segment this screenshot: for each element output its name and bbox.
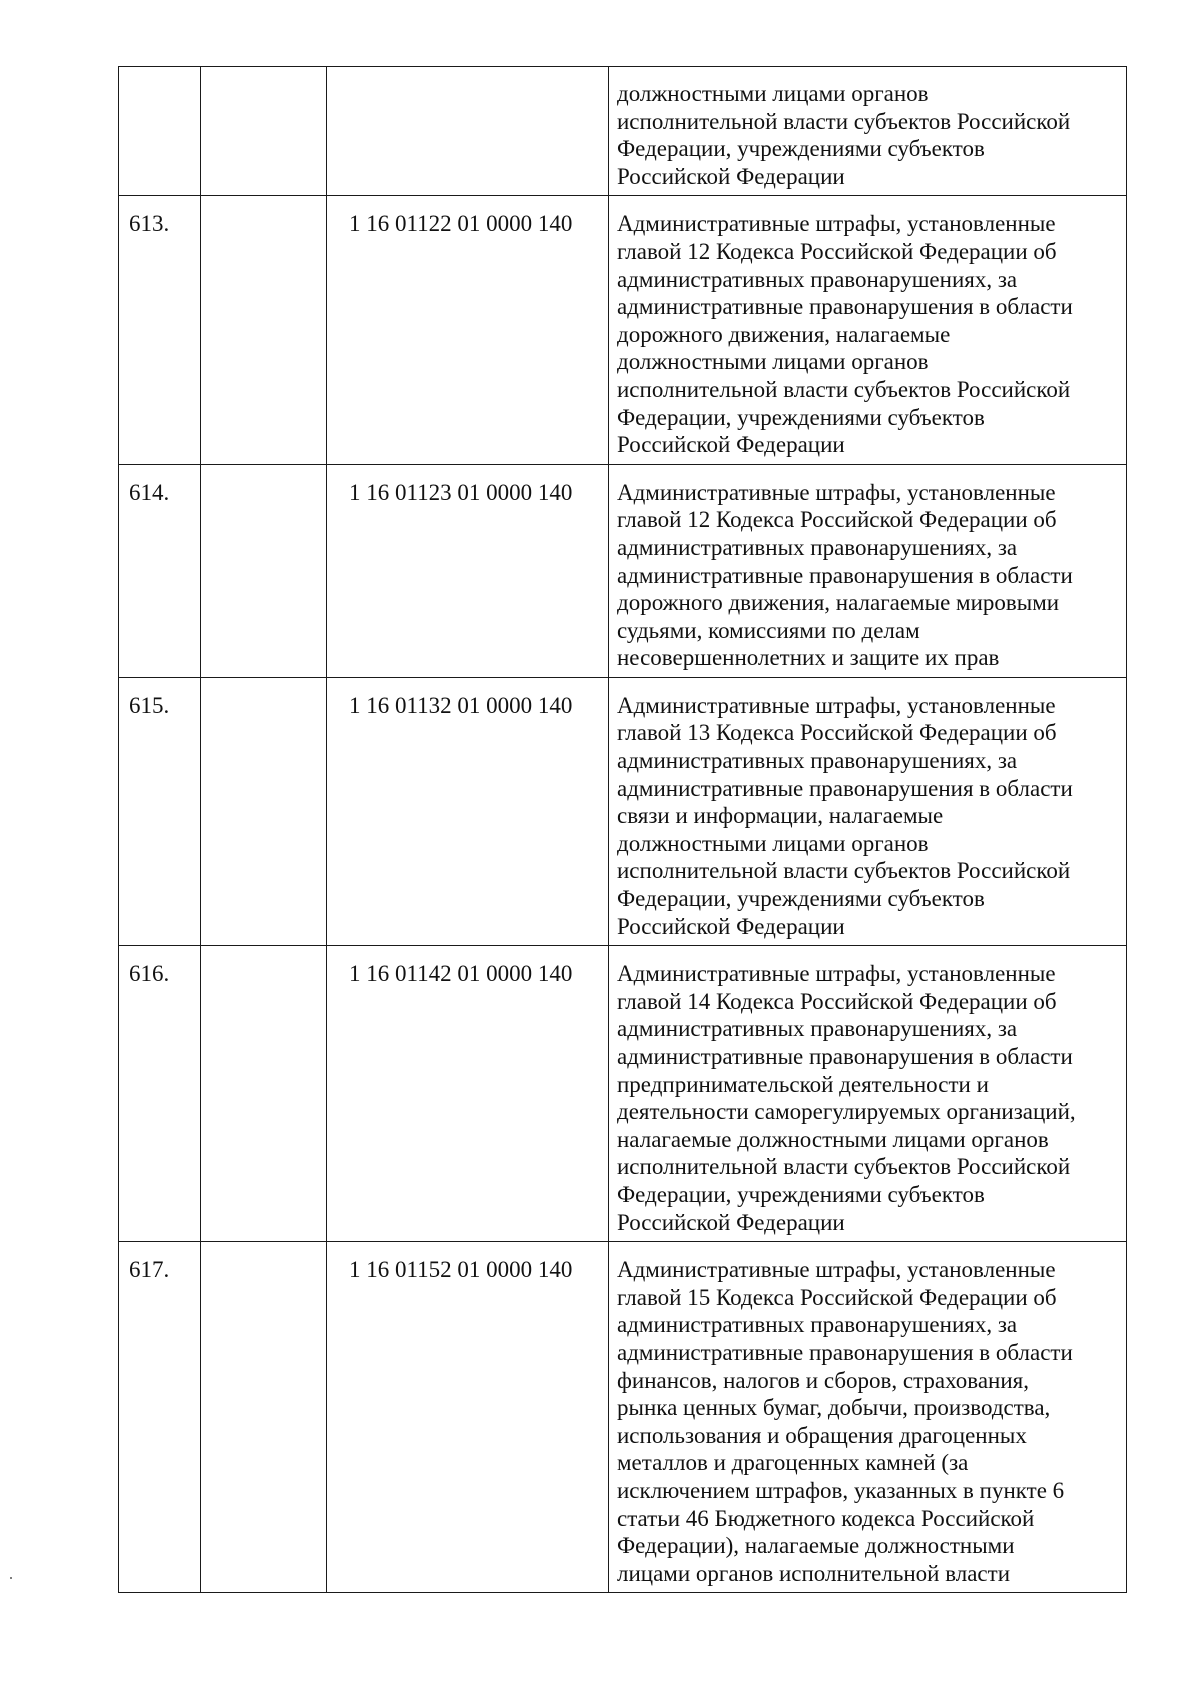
- row-description: [609, 1242, 1127, 1593]
- kbk-code: 1 16 01122 01 0000 140: [327, 196, 609, 464]
- row-description: [609, 67, 1127, 196]
- budget-classification-table: [118, 66, 1127, 1593]
- admin-code-cell: [201, 946, 327, 1242]
- kbk-code: 1 16 01152 01 0000 140: [327, 1242, 609, 1593]
- row-description: [609, 946, 1127, 1242]
- row-number: 615.: [119, 677, 201, 945]
- row-number: 614.: [119, 464, 201, 677]
- kbk-code: 1 16 01132 01 0000 140: [327, 677, 609, 945]
- row-number: 616.: [119, 946, 201, 1242]
- table-row: [119, 1242, 1127, 1593]
- row-number: 617.: [119, 1242, 201, 1593]
- scan-speck: [10, 1577, 12, 1579]
- table-row: [119, 677, 1127, 945]
- description-text: Административные штрафы, установленные главой 12 Кодекса Российской Федерации об административных правонарушениях, за административные правонарушения в области дорожного движения, налагаемые мировыми судьями, комиссиями по делам несовершеннолетних и защите их прав: [617, 479, 1073, 671]
- admin-code-cell: [201, 196, 327, 464]
- row-description: [609, 677, 1127, 945]
- row-description: [609, 196, 1127, 464]
- admin-code-cell: [201, 464, 327, 677]
- admin-code-cell: [201, 1242, 327, 1593]
- admin-code-cell: [201, 677, 327, 945]
- description-text: Административные штрафы, установленные главой 12 Кодекса Российской Федерации об административных правонарушениях, за административные правонарушения в области дорожного движения, налагаемые должностными лицами органов исполнительной власти субъектов Российской Федерации, учреждениями субъектов Российской Федерации: [617, 211, 1073, 458]
- table-row: [119, 946, 1127, 1242]
- row-number: 613.: [119, 196, 201, 464]
- row-number: [119, 67, 201, 196]
- table-row: [119, 67, 1127, 196]
- description-text: Административные штрафы, установленные главой 14 Кодекса Российской Федерации об административных правонарушениях, за административные правонарушения в области предпринимательской деятельности и деятельности саморегулируемых организаций, налагаемые должностными лицами органов исполнительной власти субъектов Российской Федерации, учреждениями субъектов Российской Федерации: [617, 961, 1076, 1235]
- table-row: [119, 196, 1127, 464]
- row-description: [609, 464, 1127, 677]
- admin-code-cell: [201, 67, 327, 196]
- table-row: [119, 464, 1127, 677]
- description-text: должностными лицами органов исполнительной власти субъектов Российской Федерации, учреждениями субъектов Российской Федерации: [617, 81, 1071, 189]
- kbk-code: [327, 67, 609, 196]
- kbk-code: 1 16 01142 01 0000 140: [327, 946, 609, 1242]
- description-text: Административные штрафы, установленные главой 13 Кодекса Российской Федерации об административных правонарушениях, за административные правонарушения в области связи и информации, налагаемые должностными лицами органов исполнительной власти субъектов Российской Федерации, учреждениями субъектов Российской Федерации: [617, 692, 1073, 939]
- description-text: Административные штрафы, установленные главой 15 Кодекса Российской Федерации об административных правонарушениях, за административные правонарушения в области финансов, налогов и сборов, страхования, рынка ценных бумаг, добычи, производства, использования и обращения драгоценных металлов и драгоценных камней (за исключением штрафов, указанных в пункте 6 статьи 46 Бюджетного кодекса Российской Федерации), налагаемые должностными лицами органов исполнительной власти: [617, 1257, 1073, 1586]
- kbk-code: 1 16 01123 01 0000 140: [327, 464, 609, 677]
